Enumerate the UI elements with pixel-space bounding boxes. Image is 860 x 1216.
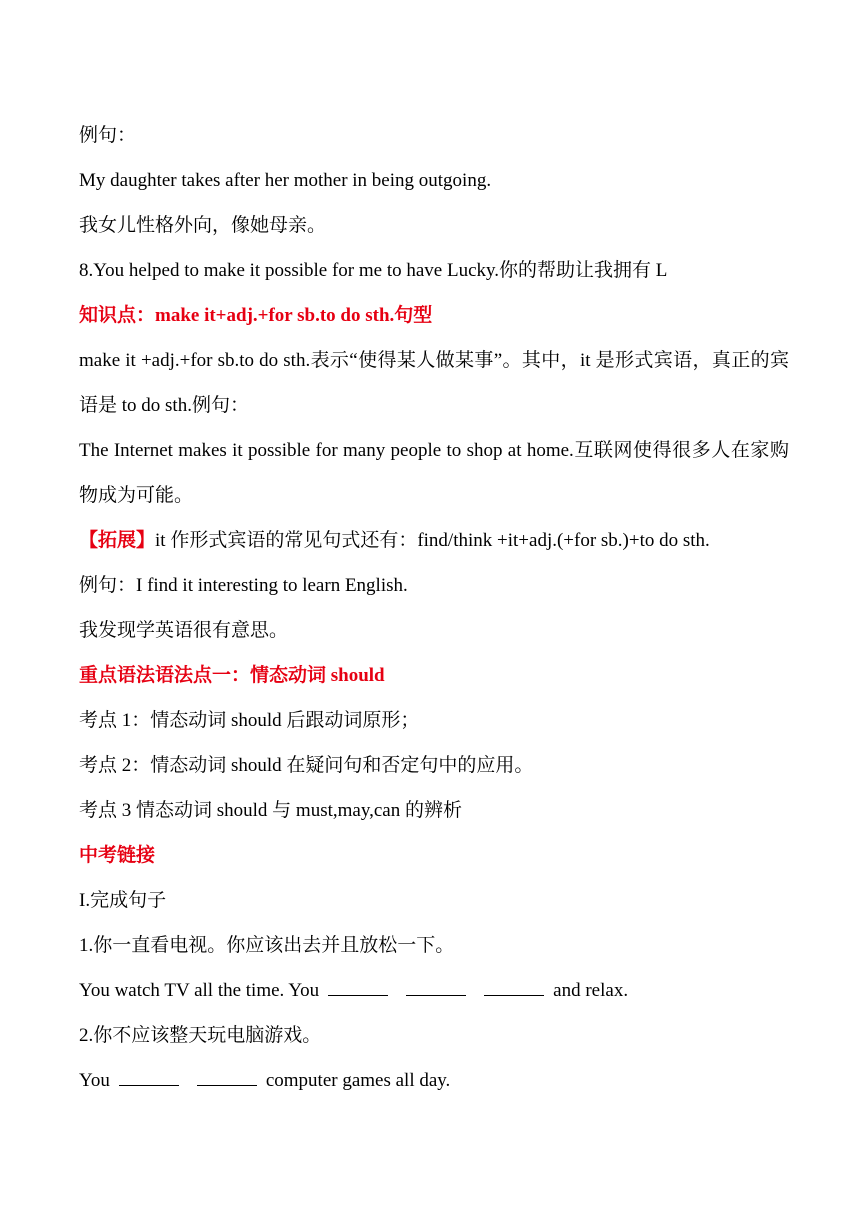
knowledge-point-heading: 知识点：make it+adj.+for sb.to do sth.句型: [79, 305, 433, 326]
answer-blank[interactable]: [406, 979, 466, 996]
answer-blank[interactable]: [119, 1069, 179, 1086]
answer-blank[interactable]: [197, 1069, 257, 1086]
exercise-1-prompt: 1.你一直看电视。你应该出去并且放松一下。: [79, 935, 455, 956]
exercise-2-text-after: computer games all day.: [265, 1070, 451, 1091]
internet-example: The Internet makes it possible for many people to shop at home.互联网使得很多人在家购物成为可能。: [79, 440, 789, 506]
extension-line: [79, 518, 789, 563]
exercise-section-title: I.完成句子: [79, 890, 167, 911]
exercise-2-prompt: 2.你不应该整天玩电脑游戏。: [79, 1025, 322, 1046]
item-8-sentence: 8.You helped to make it possible for me to have Lucky.你的帮助让我拥有 L: [79, 260, 668, 281]
extension-example-zh: 我发现学英语很有意思。: [79, 620, 289, 641]
exam-link-heading: 中考链接: [79, 845, 156, 866]
knowledge-point-explanation: make it +adj.+for sb.to do sth.表示“使得某人做某事”。其中，it 是形式宾语，真正的宾语是 to do sth.例句：: [79, 350, 789, 416]
example-sentence-en: My daughter takes after her mother in being outgoing.: [79, 170, 492, 191]
grammar-point-heading: 重点语法语法点一：情态动词 should: [79, 665, 385, 686]
document-page: [79, 113, 789, 1103]
example-label: 例句：: [79, 125, 137, 146]
extension-text: it 作形式宾语的常见句式还有：find/think +it+adj.(+for sb.)+to do sth.: [155, 530, 710, 551]
exercise-1-answer-line: [79, 968, 789, 1013]
exercise-1-text-before: You watch TV all the time. You: [79, 980, 320, 1001]
extension-example-en: 例句：I find it interesting to learn English.: [79, 575, 408, 596]
answer-blank[interactable]: [484, 979, 544, 996]
exercise-2-answer-line: [79, 1058, 789, 1103]
example-sentence-zh: 我女儿性格外向，像她母亲。: [79, 215, 327, 236]
exercise-2-text-before: You: [79, 1070, 110, 1091]
test-point-3: 考点 3 情态动词 should 与 must,may,can 的辨析: [79, 800, 462, 821]
test-point-2: 考点 2：情态动词 should 在疑问句和否定句中的应用。: [79, 755, 534, 776]
exercise-1-text-after: and relax.: [553, 980, 629, 1001]
test-point-1: 考点 1：情态动词 should 后跟动词原形；: [79, 710, 420, 731]
extension-tag: 【拓展】: [79, 530, 156, 551]
answer-blank[interactable]: [328, 979, 388, 996]
